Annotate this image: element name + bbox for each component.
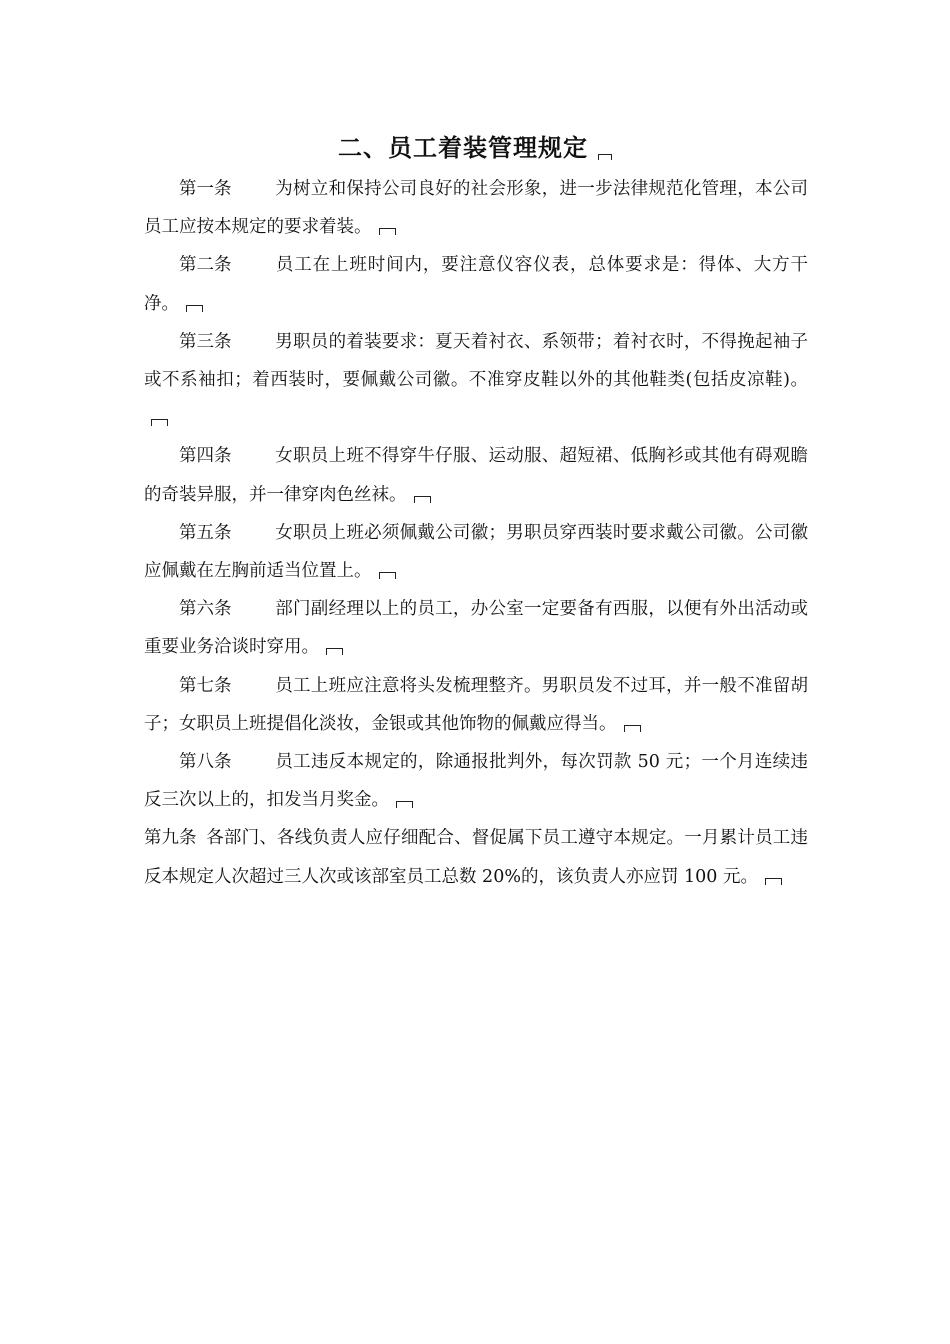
paragraph-mark-icon (186, 305, 203, 312)
article-text: 女职员上班不得穿牛仔服、运动服、超短裙、低胸衫或其他有碍观瞻的奇装异服，并一律穿肉色丝袜。 (144, 446, 808, 505)
article-1 (144, 170, 808, 246)
article-number: 第一条 (179, 179, 232, 199)
article-9 (144, 819, 808, 895)
article-6 (144, 590, 808, 666)
article-3 (144, 323, 808, 438)
paragraph-mark-icon (598, 154, 612, 160)
paragraph-mark-icon (414, 496, 431, 503)
article-number: 第六条 (179, 599, 232, 620)
paragraph-mark-icon (379, 228, 396, 235)
article-7 (144, 667, 808, 743)
paragraph-mark-icon (379, 572, 396, 579)
article-text: 部门副经理以上的员工，办公室一定要备有西服，以便有外出活动或重要业务洽谈时穿用。 (144, 599, 808, 658)
article-text: 员工违反本规定的，除通报批判外，每次罚款 50 元；一个月连续违反三次以上的，扣发当月奖金。 (144, 752, 808, 811)
article-number: 第九条 (144, 828, 197, 849)
paragraph-mark-icon (624, 725, 641, 732)
paragraph-mark-icon (326, 648, 343, 655)
article-text: 女职员上班必须佩戴公司徽；男职员穿西装时要求戴公司徽。公司徽应佩戴在左胸前适当位置上。 (144, 522, 808, 582)
article-text: 员工上班应注意将头发梳理整齐。男职员发不过耳，并一般不准留胡子；女职员上班提倡化淡妆，金银或其他饰物的佩戴应得当。 (144, 675, 808, 734)
article-number: 第四条 (179, 446, 232, 467)
article-4 (144, 437, 808, 513)
document-title (0, 128, 950, 168)
article-number: 第七条 (179, 675, 232, 696)
article-text: 各部门、各线负责人应仔细配合、督促属下员工遵守本规定。一月累计员工违反本规定人次超过三人次或该部室员工总数 20%的，该负责人亦应罚 100 元。 (144, 828, 808, 887)
article-number: 第二条 (179, 255, 232, 276)
article-number: 第五条 (179, 522, 232, 543)
article-8 (144, 743, 808, 819)
article-number: 第三条 (179, 331, 232, 352)
document-body (144, 170, 808, 896)
article-number: 第八条 (179, 752, 232, 773)
paragraph-mark-icon (151, 419, 168, 426)
article-2 (144, 246, 808, 322)
paragraph-mark-icon (396, 801, 413, 808)
article-text: 员工在上班时间内，要注意仪容仪表，总体要求是：得体、大方干净。 (144, 255, 808, 314)
article-5 (144, 514, 808, 590)
paragraph-mark-icon (765, 878, 782, 885)
article-text: 男职员的着装要求：夏天着衬衣、系领带；着衬衣时，不得挽起袖子或不系袖扣；着西装时，要佩戴公司徽。不准穿皮鞋以外的其他鞋类(包括皮凉鞋)。 (144, 331, 808, 391)
article-text: 为树立和保持公司良好的社会形象，进一步法律规范化管理，本公司员工应按本规定的要求着装。 (144, 179, 808, 238)
title-text: 二、员工着装管理规定 (338, 134, 588, 163)
